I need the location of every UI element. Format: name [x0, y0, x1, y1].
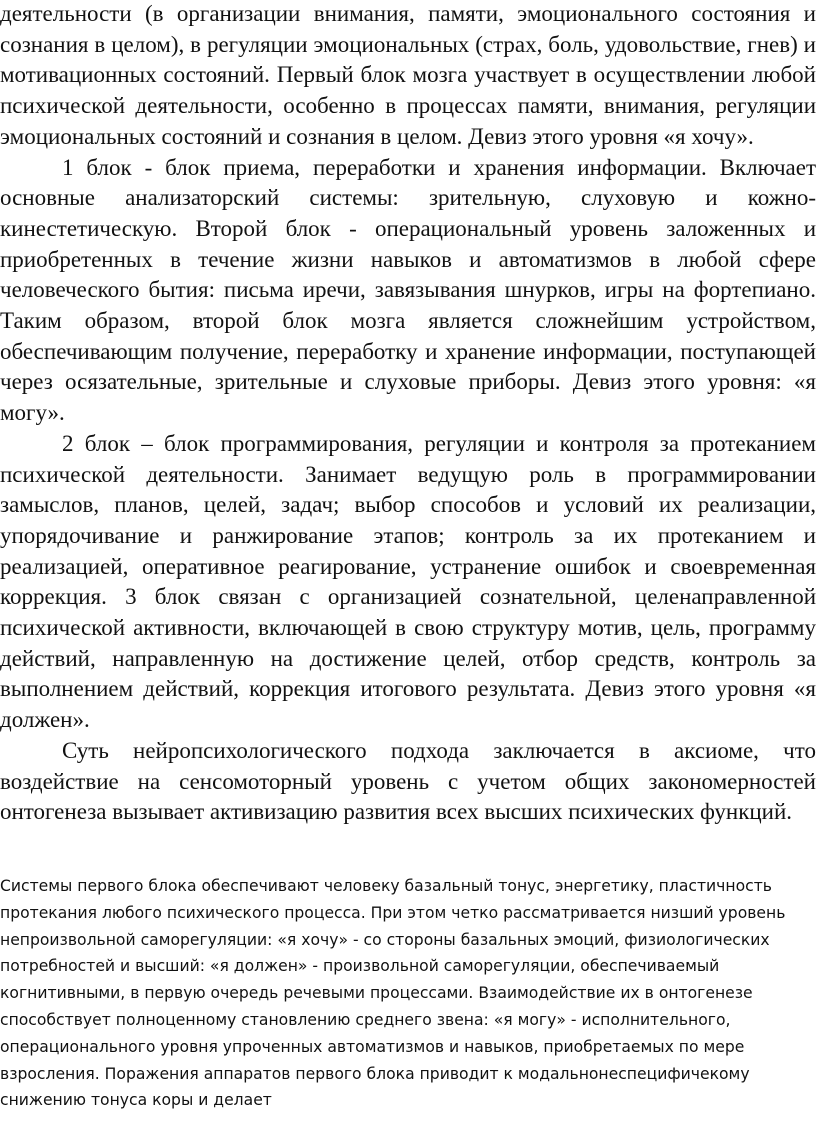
paragraph-neuropsych-approach: Суть нейропсихологического подхода заключается в аксиоме, что воздействие на сенсомоторный уровень с учетом общих закономерностей онтогенеза вызывает активизацию развития всех высших психических функций. [0, 737, 816, 825]
paragraph-block-one: 1 блок - блок приема, переработки и хранения информации. Включает основные анализаторский системы: зрительную, слуховую и кожно-кинестетическую. Второй блок - операциональный уровень заложенных и приобретенных в течение жизни навыков и автоматизмов в любой сфере человеческого бытия: письма иречи, завязывания шнурков, игры на фортепиано. Таким образом, второй блок мозга является сложнейшим устройством, обеспечивающим получение, переработку и хранение информации, поступающей через осязательные, зрительные и слуховые приборы. Девиз этого уровня: «я могу». [0, 154, 816, 426]
paragraph-first-block-systems: Системы первого блока обеспечивают человеку базальный тонус, энергетику, пластичность протекания любого психического процесса. При этом четко рассматривается низший уровень непроизвольной саморегуляции: «я хочу» - со стороны базальных эмоций, физиологических потребностей и высший: «я должен» - произвольной саморегуляции, обеспечиваемый когнитивными, в первую очередь речевыми процессами. Взаимодействие их в онтогенезе способствует полноценному становлению среднего звена: «я могу» - исполнительного, операционального уровня упроченных автоматизмов и навыков, приобретаемых по мере взросления. Поражения аппаратов первого блока приводит к модальнонеспецифичекому снижению тонуса коры и делает [0, 877, 786, 1110]
paragraph-block-two: 2 блок – блок программирования, регуляции и контроля за протеканием психической деятельности. Занимает ведущую роль в программировании замыслов, планов, целей, задач; выбор способов и условий их реализации, упорядочивание и ранжирование этапов; контроль за их протеканием и реализацией, оперативное реагирование, устранение ошибок и своевременная коррекция. 3 блок связан с организацией сознательной, целенаправленной психической активности, включающей в свою структуру мотив, цель, программу действий, направленную на достижение целей, отбор средств, контроль за выполнением действий, коррекция итогового результата. Девиз этого уровня «я должен». [0, 430, 816, 733]
small-text-body [0, 873, 808, 1114]
paragraph-continuation: деятельности (в организации внимания, памяти, эмоционального состояния и сознания в целом), в регуляции эмоциональных (страх, боль, удовольствие, гнев) и мотивационных состояний. Первый блок мозга участвует в осуществлении любой психической деятельности, особенно в процессах памяти, внимания, регуляции эмоциональных состояний и сознания в целом. Девиз этого уровня «я хочу». [0, 1, 816, 149]
